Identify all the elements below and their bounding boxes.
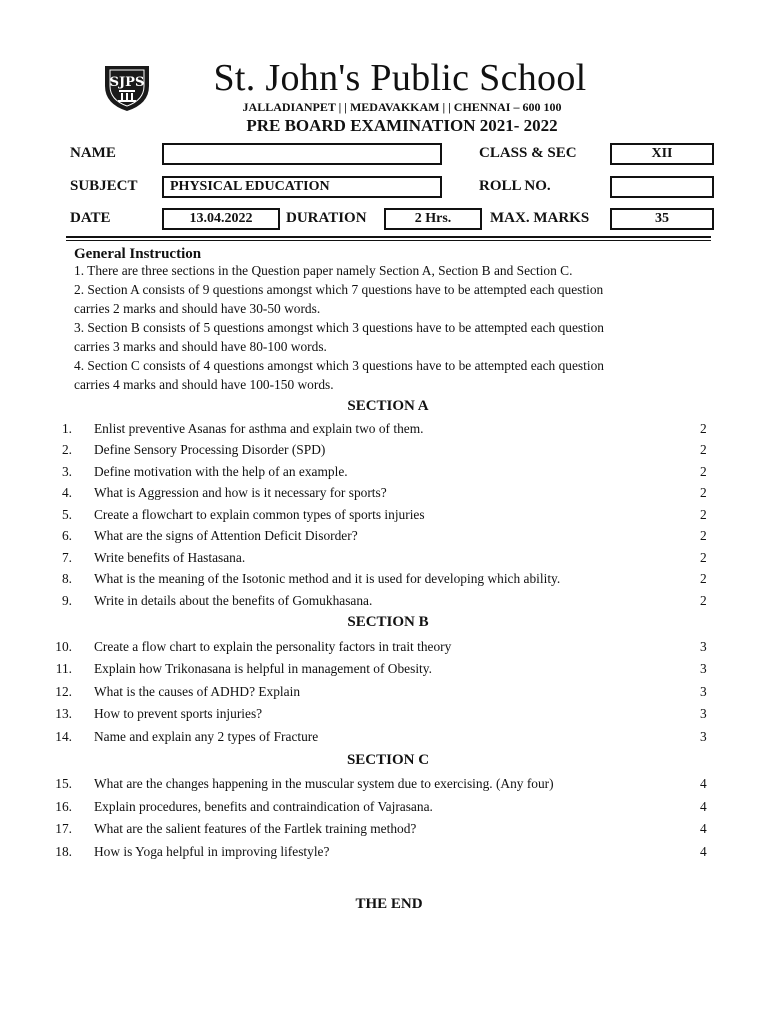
question-number: 17.: [55, 821, 72, 836]
question-marks: 3: [700, 639, 707, 654]
question-text: Define motivation with the help of an example.: [94, 464, 348, 479]
instruction-line: 4. Section C consists of 4 questions amongst which 3 questions have to be attempted each question: [74, 358, 604, 373]
question-row: [0, 464, 768, 484]
question-marks: 4: [700, 821, 707, 836]
question-text: Write benefits of Hastasana.: [94, 550, 246, 565]
question-row: [0, 485, 768, 505]
question-marks: 2: [700, 550, 707, 565]
question-text: Create a flow chart to explain the personality factors in trait theory: [94, 639, 452, 654]
date-field[interactable]: 13.04.2022: [162, 208, 280, 230]
question-number: 12.: [55, 684, 72, 699]
question-marks: 2: [700, 421, 707, 436]
question-marks: 4: [700, 799, 707, 814]
question-text: What is Aggression and how is it necessary for sports?: [94, 485, 387, 500]
school-address: JALLADIANPET | | MEDAVAKKAM | | CHENNAI – 600 100: [242, 100, 562, 114]
question-row: [0, 821, 768, 841]
question-number: 7.: [61, 550, 72, 565]
instruction-line: 3. Section B consists of 5 questions amongst which 3 questions have to be attempted each question: [74, 320, 604, 335]
question-marks: 4: [700, 844, 707, 859]
question-text: What are the changes happening in the muscular system due to exercising. (Any four): [94, 776, 554, 791]
question-number: 15.: [55, 776, 72, 791]
question-text: Enlist preventive Asanas for asthma and explain two of them.: [94, 421, 424, 436]
question-number: 11.: [55, 661, 72, 676]
question-row: [0, 507, 768, 527]
question-number: 18.: [55, 844, 72, 859]
section-c-title: SECTION C: [346, 752, 430, 768]
instruction-line: carries 4 marks and should have 100-150 words.: [74, 377, 334, 392]
section-b-title: SECTION B: [347, 614, 429, 630]
question-number: 8.: [61, 571, 72, 586]
date-label: DATE: [70, 210, 111, 226]
svg-text:SJPS: SJPS: [109, 75, 145, 90]
question-text: Create a flowchart to explain common types of sports injuries: [94, 507, 425, 522]
question-text: How to prevent sports injuries?: [94, 706, 263, 721]
section-a-title: SECTION A: [347, 398, 429, 414]
question-text: What are the salient features of the Fartlek training method?: [94, 821, 417, 836]
question-text: Write in details about the benefits of Gomukhasana.: [94, 593, 373, 608]
school-name: St. John's Public School: [213, 57, 587, 99]
name-field[interactable]: [162, 143, 442, 165]
question-marks: 3: [700, 684, 707, 699]
roll-no-label: ROLL NO.: [479, 178, 551, 194]
question-row: [0, 799, 768, 819]
instruction-line: 1. There are three sections in the Question paper namely Section A, Section B and Section C.: [74, 263, 573, 278]
max-marks-field[interactable]: 35: [610, 208, 714, 230]
question-row: [0, 706, 768, 726]
question-number: 9.: [61, 593, 72, 608]
name-label: NAME: [70, 145, 116, 161]
question-number: 5.: [61, 507, 72, 522]
question-row: [0, 421, 768, 441]
instruction-line: 2. Section A consists of 9 questions amongst which 7 questions have to be attempted each question: [74, 282, 604, 297]
question-row: [0, 593, 768, 613]
question-number: 4.: [61, 485, 72, 500]
question-row: [0, 639, 768, 659]
instruction-line: carries 2 marks and should have 30-50 words.: [74, 301, 321, 316]
question-number: 1.: [61, 421, 72, 436]
question-text: Name and explain any 2 types of Fracture: [94, 729, 319, 744]
question-text: Explain how Trikonasana is helpful in management of Obesity.: [94, 661, 432, 676]
question-row: [0, 442, 768, 462]
question-number: 3.: [61, 464, 72, 479]
question-number: 16.: [55, 799, 72, 814]
question-row: [0, 550, 768, 570]
question-marks: 2: [700, 593, 707, 608]
question-text: What are the signs of Attention Deficit Disorder?: [94, 528, 358, 543]
the-end-footer: THE END: [355, 896, 423, 912]
general-instruction-title: General Instruction: [74, 246, 202, 262]
question-marks: 2: [700, 485, 707, 500]
exam-title: PRE BOARD EXAMINATION 2021- 2022: [246, 116, 558, 135]
question-row: [0, 571, 768, 591]
class-sec-label: CLASS & SEC: [479, 145, 577, 161]
subject-label: SUBJECT: [70, 178, 138, 194]
question-marks: 2: [700, 528, 707, 543]
question-text: Define Sensory Processing Disorder (SPD): [94, 442, 326, 457]
question-marks: 2: [700, 571, 707, 586]
question-row: [0, 844, 768, 864]
question-row: [0, 661, 768, 681]
question-number: 14.: [55, 729, 72, 744]
instruction-line: carries 3 marks and should have 80-100 words.: [74, 339, 327, 354]
class-sec-field[interactable]: XII: [610, 143, 714, 165]
question-text: What is the meaning of the Isotonic method and it is used for developing which ability.: [94, 571, 561, 586]
question-row: [0, 729, 768, 749]
question-marks: 2: [700, 442, 707, 457]
question-marks: 3: [700, 661, 707, 676]
question-text: Explain procedures, benefits and contraindication of Vajrasana.: [94, 799, 433, 814]
roll-no-field[interactable]: [610, 176, 714, 198]
question-marks: 3: [700, 729, 707, 744]
question-text: How is Yoga helpful in improving lifestyle?: [94, 844, 330, 859]
header-divider-top: [66, 236, 711, 238]
duration-field[interactable]: 2 Hrs.: [384, 208, 482, 230]
question-marks: 2: [700, 507, 707, 522]
subject-field[interactable]: PHYSICAL EDUCATION: [162, 176, 442, 198]
max-marks-label: MAX. MARKS: [490, 210, 590, 226]
question-row: [0, 776, 768, 796]
question-number: 10.: [55, 639, 72, 654]
duration-label: DURATION: [286, 210, 367, 226]
question-text: What is the causes of ADHD? Explain: [94, 684, 301, 699]
question-row: [0, 528, 768, 548]
question-marks: 3: [700, 706, 707, 721]
question-marks: 4: [700, 776, 707, 791]
question-number: 13.: [55, 706, 72, 721]
question-marks: 2: [700, 464, 707, 479]
header-divider-bottom: [66, 240, 711, 241]
question-row: [0, 684, 768, 704]
question-number: 6.: [61, 528, 72, 543]
question-number: 2.: [61, 442, 72, 457]
